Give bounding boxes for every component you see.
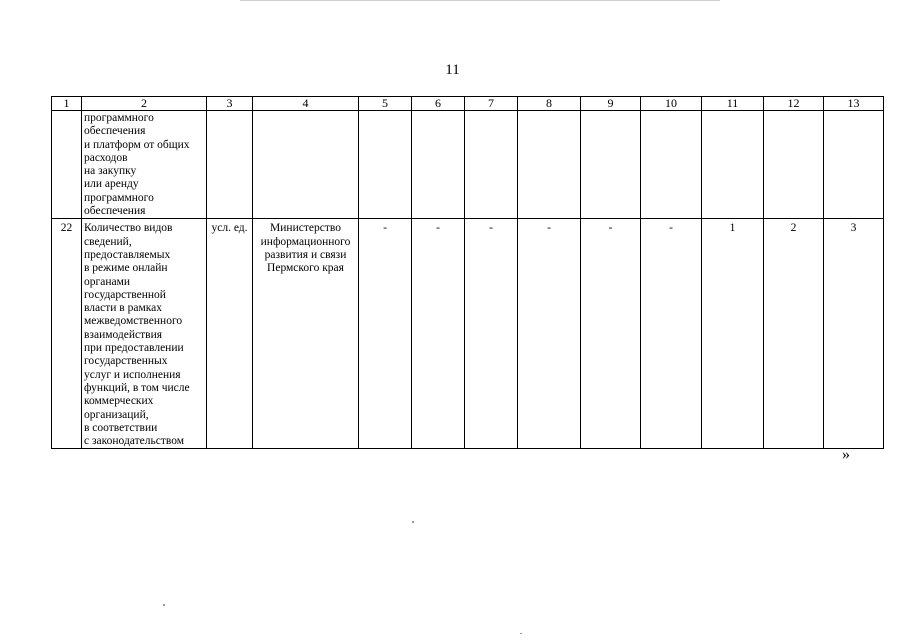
scan-edge-line [240, 0, 720, 1]
value-cell [581, 111, 641, 219]
header-cell: 4 [253, 97, 359, 111]
name-line: программного [84, 112, 154, 124]
header-cell: 12 [764, 97, 824, 111]
closing-quote: » [842, 446, 850, 463]
name-line: в соответствии [84, 421, 158, 434]
name-line: и платформ от общих [84, 138, 190, 151]
name-line: или аренду [84, 178, 139, 191]
table-row [52, 111, 884, 219]
value-cell: - [581, 219, 641, 449]
header-cell: 13 [824, 97, 884, 111]
unit-cell [207, 111, 253, 219]
org-line: развития и связи [264, 248, 347, 261]
header-cell: 2 [82, 97, 207, 111]
name-line: органами [84, 275, 131, 288]
name-line: коммерческих [84, 395, 154, 408]
name-line: в режиме онлайн [84, 262, 168, 275]
name-line: обеспечения [84, 205, 146, 218]
name-line: власти в рамках [84, 302, 162, 315]
name-line: программного [84, 191, 154, 204]
value-cell: 2 [764, 219, 824, 449]
scan-speck [412, 521, 414, 523]
name-line: сведений, [84, 235, 132, 248]
value-cell: 1 [702, 219, 764, 449]
org-line: Министерство [270, 222, 341, 235]
header-cell: 5 [359, 97, 412, 111]
org-line: Пермского края [267, 262, 344, 275]
name-line: государственной [84, 288, 166, 301]
value-cell: - [359, 219, 412, 449]
name-line: предоставляемых [84, 248, 171, 261]
value-cell: - [641, 219, 702, 449]
name-line: обеспечения [84, 125, 146, 138]
header-cell: 1 [52, 97, 82, 111]
indicators-table [51, 96, 884, 449]
name-line: взаимодействия [84, 328, 163, 341]
table-row [52, 219, 884, 449]
org-cell [253, 219, 359, 449]
name-line: организаций, [84, 408, 149, 421]
header-cell: 6 [412, 97, 465, 111]
value-cell [641, 111, 702, 219]
value-cell: - [518, 219, 581, 449]
indicator-name-cell [82, 219, 207, 449]
header-cell: 11 [702, 97, 764, 111]
value-cell [359, 111, 412, 219]
page-number: 11 [445, 62, 460, 78]
name-line: услуг и исполнения [84, 368, 181, 381]
name-line: при предоставлении [84, 342, 184, 355]
value-cell [764, 111, 824, 219]
name-line: с законодательством [84, 435, 185, 448]
row-number-cell [52, 111, 82, 219]
value-cell: - [465, 219, 518, 449]
header-cell: 8 [518, 97, 581, 111]
value-cell [702, 111, 764, 219]
name-line: на закупку [84, 165, 137, 178]
name-line: государственных [84, 355, 168, 368]
scan-speck [520, 633, 522, 634]
value-cell: - [412, 219, 465, 449]
value-cell [518, 111, 581, 219]
header-cell: 3 [207, 97, 253, 111]
name-line: расходов [84, 151, 128, 164]
header-row [52, 97, 884, 111]
scan-speck [163, 604, 165, 606]
name-line: межведомственного [84, 315, 183, 328]
value-cell [412, 111, 465, 219]
header-cell: 10 [641, 97, 702, 111]
value-cell: 3 [824, 219, 884, 449]
header-cell: 7 [465, 97, 518, 111]
org-line: информационного [260, 235, 351, 248]
value-cell [465, 111, 518, 219]
indicator-name-cell [82, 111, 207, 219]
row-number-cell: 22 [52, 219, 82, 449]
header-cell: 9 [581, 97, 641, 111]
name-line: Количество видов [84, 222, 173, 235]
value-cell [824, 111, 884, 219]
org-cell [253, 111, 359, 219]
name-line: функций, в том числе [84, 381, 190, 394]
unit-cell: усл. ед. [207, 219, 253, 449]
